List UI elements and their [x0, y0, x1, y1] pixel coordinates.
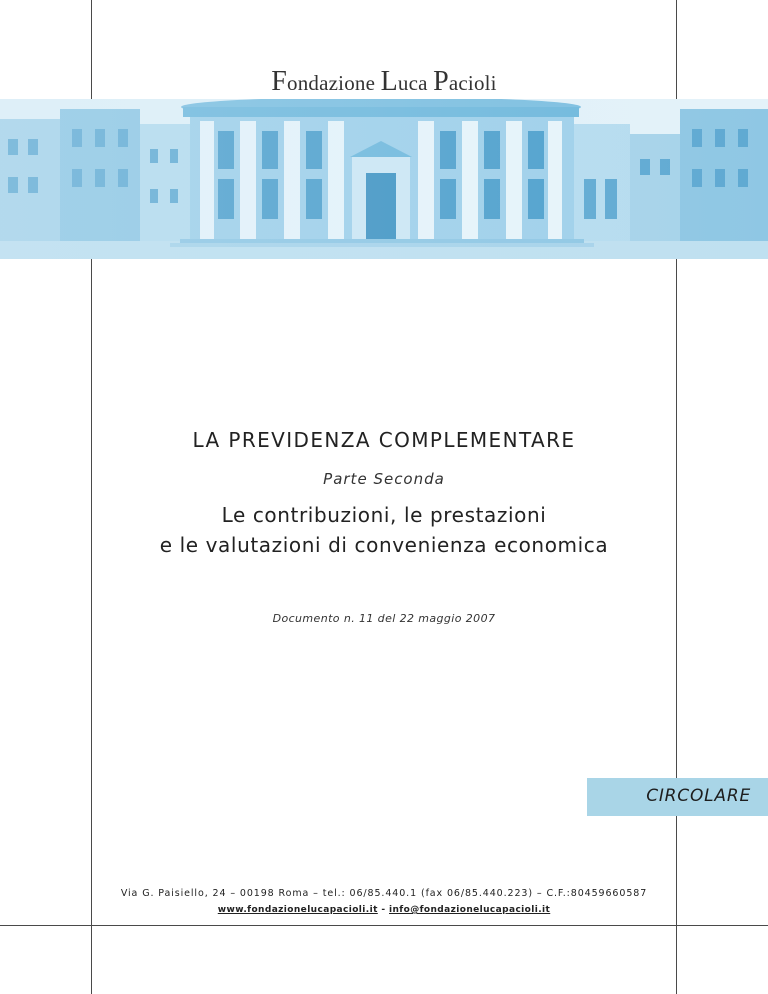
org-name-initial-f: F: [271, 66, 288, 97]
document-reference: Documento n. 11 del 22 maggio 2007: [272, 612, 496, 625]
org-name-initial-p: P: [433, 66, 449, 97]
email-link[interactable]: info@fondazionelucapacioli.it: [389, 905, 551, 915]
ideal-city-banner-image: [0, 99, 768, 259]
circolare-badge-label: CIRCOLARE: [646, 786, 751, 806]
footer-address: Via G. Paisiello, 24 – 00198 Roma – tel.: 06/85.440.1 (fax 06/85.440.223) – C.F.:80459660587: [120, 888, 648, 899]
contacts-separator: -: [377, 905, 389, 915]
org-name-part-3: acioli: [448, 71, 497, 95]
subtitle-line-2: e le valutazioni di convenienza economica: [159, 533, 609, 557]
org-name-part-2: uca: [397, 71, 434, 95]
subtitle-line-1: Le contribuzioni, le prestazioni: [221, 503, 547, 527]
org-name-part-1: ondazione: [287, 71, 381, 95]
document-part: Parte Seconda: [323, 470, 445, 488]
footer-rule: [0, 925, 768, 926]
document-subtitle: [0, 500, 768, 560]
org-name-initial-l: L: [380, 66, 398, 97]
website-link[interactable]: www.fondazionelucapacioli.it: [217, 905, 378, 915]
circolare-badge: [587, 778, 768, 816]
footer-contacts: [0, 905, 768, 915]
organization-name: [0, 66, 768, 98]
document-title: LA PREVIDENZA COMPLEMENTARE: [192, 428, 576, 452]
